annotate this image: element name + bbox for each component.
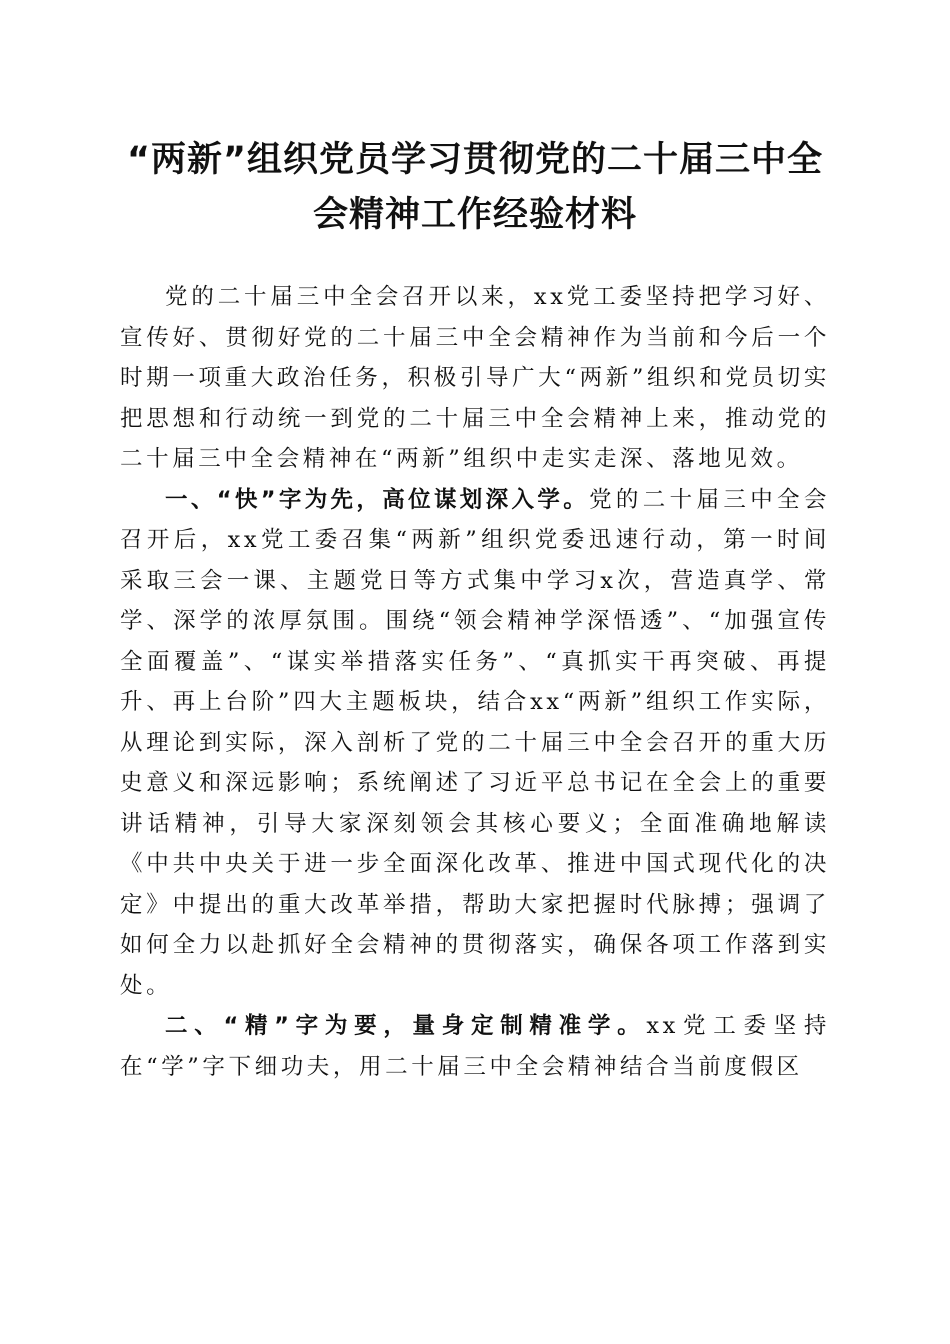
section-two-paragraph: [120, 1006, 830, 1087]
intro-text: 党的二十届三中全会召开以来，xx党工委坚持把学习好、宣传好、贯彻好党的二十届三中全会精神作为当前和今后一个时期一项重大政治任务，积极引导广大“两新”组织和党员切实把思想和行动统一到党的二十届三中全会精神上来，推动党的二十届三中全会精神在“两新”组织中走实走深、落地见效。: [120, 284, 830, 472]
title-line-2: 会精神工作经验材料: [312, 195, 637, 235]
title-line-1: “两新”组织党员学习贯彻党的二十届三中全: [126, 140, 823, 180]
section-one-paragraph: [120, 480, 830, 1007]
intro-paragraph: [120, 277, 830, 480]
document-title: [110, 133, 840, 243]
section-one-heading: 一、“快”字为先，高位谋划深入学。: [165, 486, 590, 513]
section-two-heading: 二、“精”字为要，量身定制精准学。: [165, 1013, 647, 1039]
section-one-text: 党的二十届三中全会召开后，xx党工委召集“两新”组织党委迅速行动，第一时间采取三会一课、主题党日等方式集中学习x次，营造真学、常学、深学的浓厚氛围。围绕“领会精神学深悟透”、“加强宣传全面覆盖”、“谋实举措落实任务”、“真抓实干再突破、再提升、再上台阶”四大主题板块，结合xx“两新”组织工作实际，从理论到实际，深入剖析了党的二十届三中全会召开的重大历史意义和深远影响；系统阐述了习近平总书记在全会上的重要讲话精神，引导大家深刻领会其核心要义；全面准确地解读《中共中央关于进一步全面深化改革、推进中国式现代化的决定》中提出的重大改革举措，帮助大家把握时代脉搏；强调了如何全力以赴抓好全会精神的贯彻落实，确保各项工作落到实处。: [120, 486, 830, 999]
section-two-text: xx党工委坚持在“学”字下细功夫，用二十届三中全会精神结合当前度假区: [120, 1013, 830, 1080]
document-body: [120, 277, 830, 1087]
